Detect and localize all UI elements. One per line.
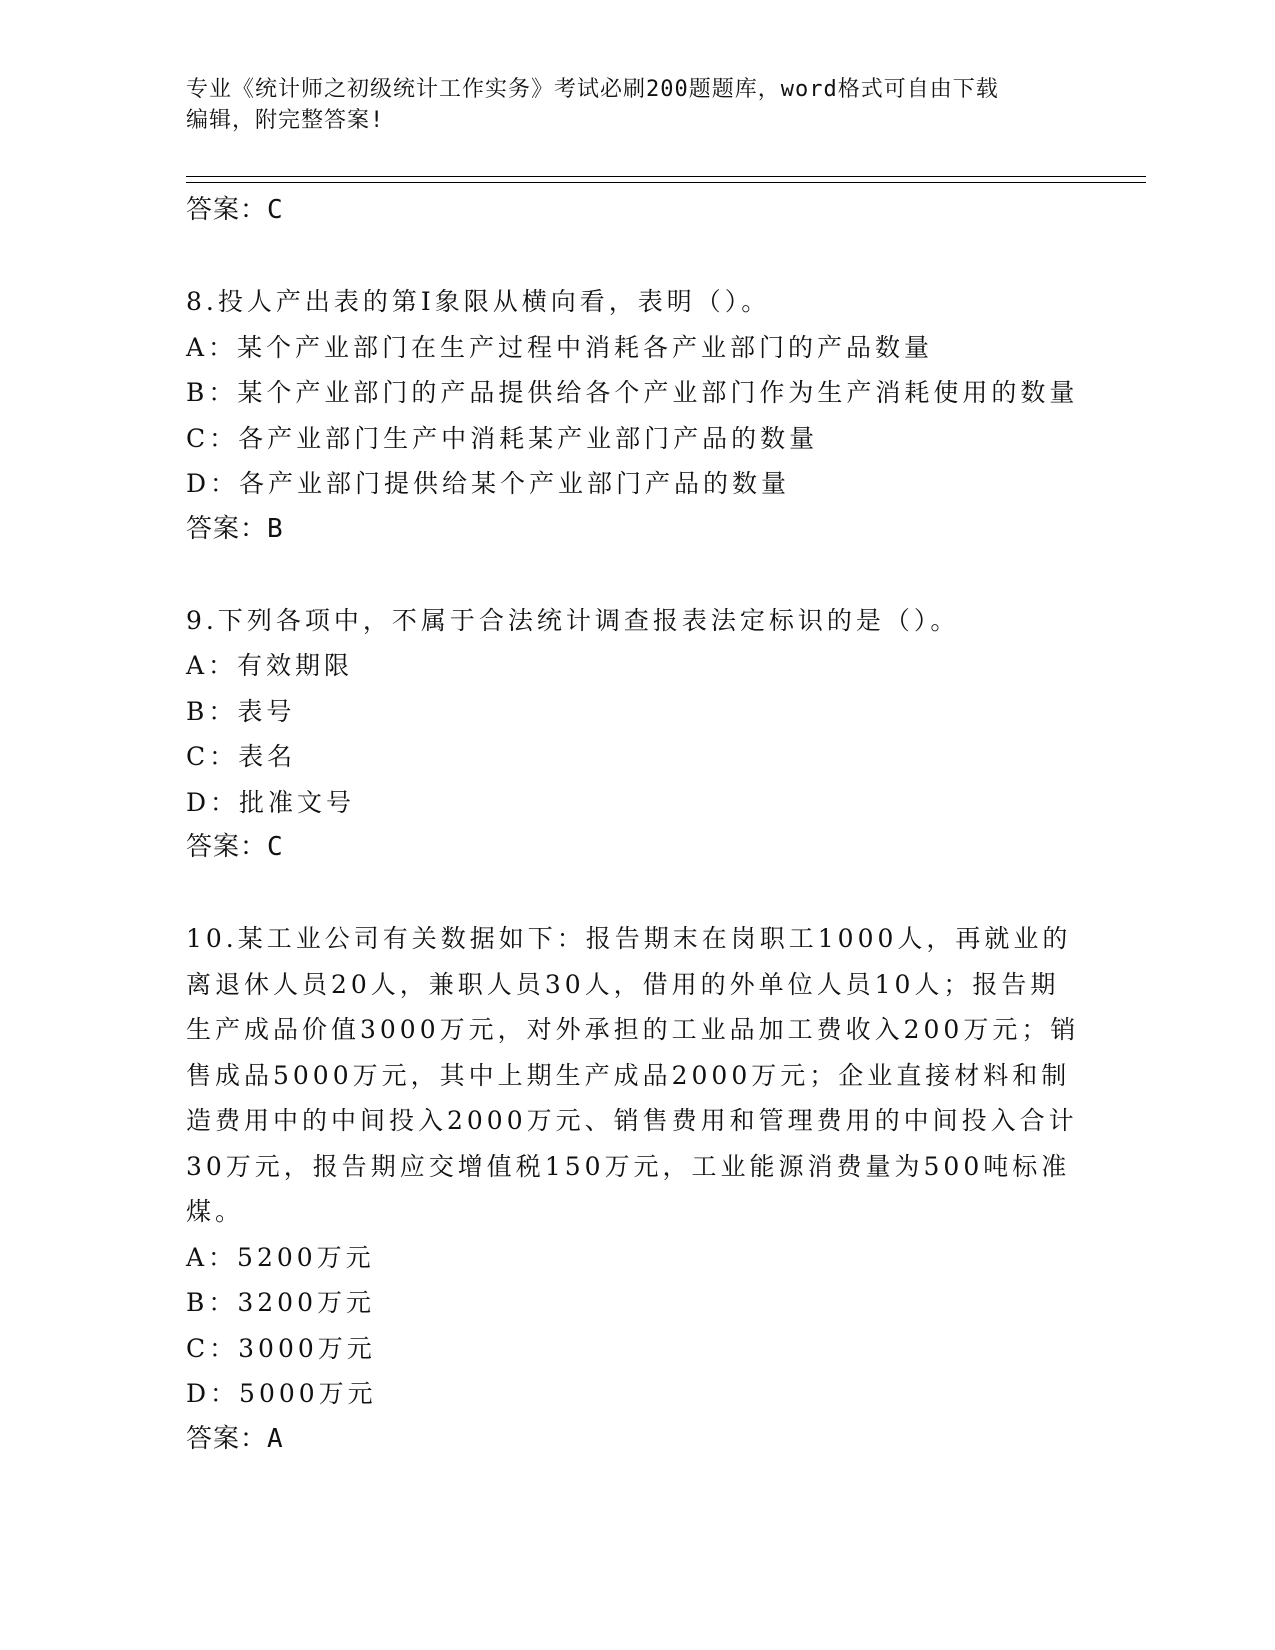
question-block [186,598,1086,871]
option-d: D：各产业部门提供给某个产业部门产品的数量 [186,469,791,498]
answer-label: 答案：C [186,195,284,225]
option-b: B：表号 [186,696,296,726]
question-text-line: 30万元，报告期应交增值税150万元，工业能源消费量为500吨标准 [186,1151,1071,1181]
option-a: A：有效期限 [186,651,354,680]
question-text-line: 售成品5000万元，其中上期生产成品2000万元；企业直接材料和制 [186,1060,1071,1090]
option-b: B：3200万元 [186,1288,375,1317]
question-text-line: 生产成品价值3000万元，对外承担的工业品加工费收入200万元；销 [186,1015,1080,1044]
question-block [186,279,1086,552]
spacer [186,552,1086,598]
answer-label: 答案：C [186,832,284,862]
option-a: A：5200万元 [186,1242,375,1272]
question-text-line: 离退休人员20人，兼职人员30人，借用的外单位人员10人；报告期 [186,969,1060,999]
question-list [186,188,1086,1462]
answer-label: 答案：B [186,513,284,544]
option-c: C：各产业部门生产中消耗某产业部门产品的数量 [186,423,819,453]
option-a: A：某个产业部门在生产过程中消耗各产业部门的产品数量 [186,332,934,362]
option-d: D：5000万元 [186,1379,377,1408]
header-line-2: 编辑，附完整答案! [186,108,385,133]
document-header [186,74,1086,136]
question-text-line: 10.某工业公司有关数据如下：报告期末在岗职工1000人，再就业的 [186,924,1072,953]
question-text: 9.下列各项中，不属于合法统计调查报表法定标识的是（）。 [186,605,960,635]
question-block [186,916,1086,1462]
question-text-line: 煤。 [186,1197,245,1226]
header-divider-top [186,176,1146,177]
option-d: D：批准文号 [186,787,356,817]
spacer [186,233,1086,279]
spacer [186,870,1086,916]
header-divider-bottom [186,182,1146,183]
option-c: C：表名 [186,742,297,771]
answer-label: 答案：A [186,1423,284,1454]
question-text-line: 造费用中的中间投入2000万元、销售费用和管理费用的中间投入合计 [186,1106,1078,1135]
header-line-1: 专业《统计师之初级统计工作实务》考试必刷200题题库，word格式可自由下载 [186,77,999,102]
option-c: C：3000万元 [186,1333,376,1363]
question-text: 8.投人产出表的第Ⅰ象限从横向看，表明（）。 [186,287,771,316]
option-b: B：某个产业部门的产品提供给各个产业部门作为生产消耗使用的数量 [186,378,1079,407]
